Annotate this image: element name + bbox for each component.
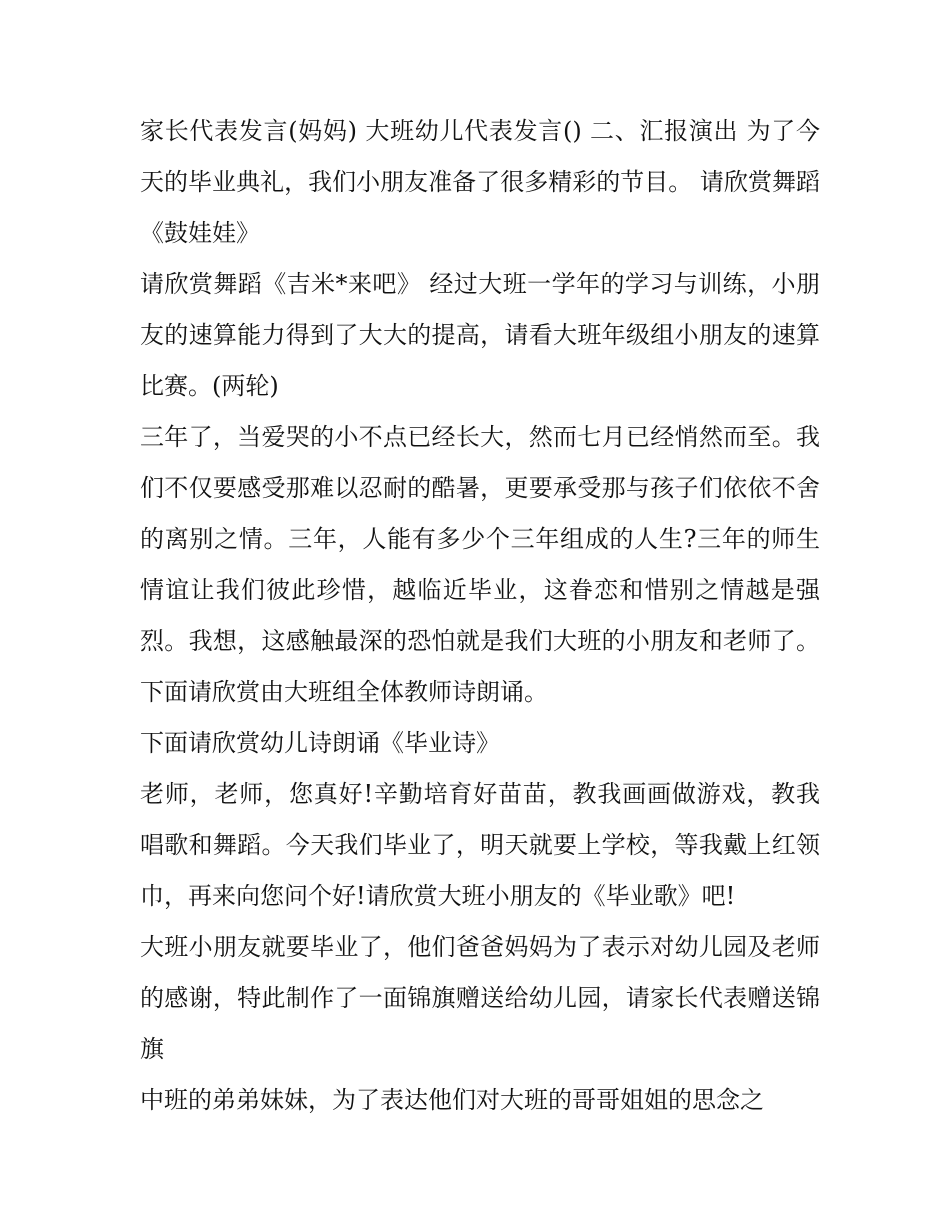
- document-body: [140, 106, 820, 1126]
- paragraph-2: 请欣赏舞蹈《吉米*来吧》 经过大班一学年的学习与训练，小朋友的速算能力得到了大大的提高，请看大班年级组小朋友的速算比赛。(两轮): [140, 270, 820, 400]
- paragraph-3: 三年了，当爱哭的小不点已经长大，然而七月已经悄然而至。我们不仅要感受那难以忍耐的酷暑，更要承受那与孩子们依依不舍的离别之情。三年，人能有多少个三年组成的人生?三年的师生情谊让我们彼此珍惜，越临近毕业，这眷恋和惜别之情越是强烈。我想，这感触最深的恐怕就是我们大班的小朋友和老师了。下面请欣赏由大班组全体教师诗朗诵。: [140, 423, 820, 706]
- paragraph-5: 老师，老师，您真好!辛勤培育好苗苗，教我画画做游戏，教我唱歌和舞蹈。今天我们毕业了，明天就要上学校，等我戴上红领巾，再来向您问个好!请欣赏大班小朋友的《毕业歌》吧!: [140, 780, 820, 910]
- paragraph-4: 下面请欣赏幼儿诗朗诵《毕业诗》: [140, 729, 500, 757]
- paragraph-1: 家长代表发言(妈妈) 大班幼儿代表发言() 二、汇报演出 为了今天的毕业典礼，我们小朋友准备了很多精彩的节目。 请欣赏舞蹈《鼓娃娃》: [140, 117, 820, 247]
- paragraph-6: 大班小朋友就要毕业了，他们爸爸妈妈为了表示对幼儿园及老师的感谢，特此制作了一面锦旗赠送给幼儿园，请家长代表赠送锦旗: [140, 933, 820, 1063]
- paragraph-7: 中班的弟弟妹妹，为了表达他们对大班的哥哥姐姐的思念之: [140, 1086, 764, 1114]
